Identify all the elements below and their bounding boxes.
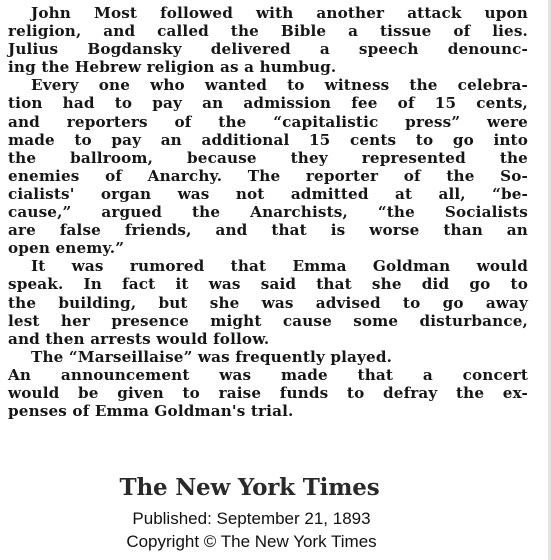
article-line-21: An announcement was made that a concert (8, 365, 528, 384)
article-line-23: penses of Emma Goldman's trial. (8, 402, 294, 421)
article-line-20: The “Marseillaise” was frequently played. (31, 347, 393, 366)
article-line-7: and reporters of the “capitalistic press” were (8, 112, 528, 131)
article-line-18: lest her presence might cause some disturbance, (8, 311, 528, 330)
article-line-15: It was rumored that Emma Goldman would (31, 257, 528, 276)
newspaper-masthead-logo: The New York Times (119, 474, 380, 501)
article-line-17: the building, but she was advised to go away (8, 293, 528, 312)
clipped-top-line (8, 0, 528, 4)
article-line-4: ing the Hebrew religion as a humbug. (8, 58, 337, 77)
article-line-2: religion, and called the Bible a tissue of lies. (8, 22, 528, 41)
article-line-11: cialists' organ was not admitted at all, “be- (8, 184, 528, 203)
article-line-14: open enemy.” (8, 239, 125, 258)
article-line-12: cause,” argued the Anarchists, “the Socialists (8, 203, 528, 222)
article-line-6: tion had to pay an admission fee of 15 cents, (8, 94, 528, 113)
publication-date: Published: September 21, 1893 (132, 509, 371, 528)
article-line-19: and then arrests would follow. (8, 329, 270, 348)
copyright-notice: Copyright © The New York Times (126, 532, 377, 551)
article-line-13: are false friends, and that is worse than an (8, 221, 528, 240)
article-line-10: enemies of Anarchy. The reporter of the So- (8, 166, 528, 185)
article-line-8: made to pay an additional 15 cents to go into (8, 130, 528, 149)
article-line-9: the ballroom, because they represented the (8, 148, 528, 167)
article-line-1: John Most followed with another attack upon (31, 4, 528, 22)
article-line-16: speak. In fact it was said that she did go to (8, 275, 528, 294)
article-text-column (8, 0, 528, 420)
article-line-5: Every one who wanted to witness the celebra- (31, 76, 528, 95)
article-line-3: Julius Bogdansky delivered a speech denounc- (8, 40, 528, 59)
article-line-22: would be given to raise funds to defray the ex- (8, 383, 528, 402)
